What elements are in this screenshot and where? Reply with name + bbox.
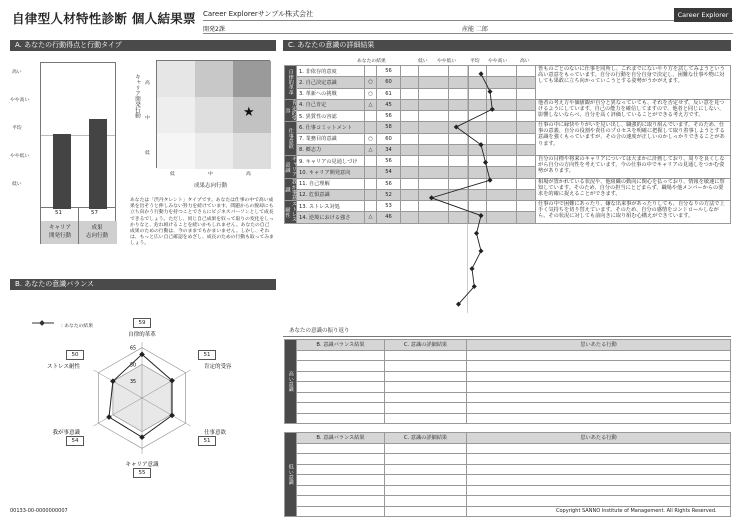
item-score: 56 <box>377 111 401 122</box>
radar-tick: 65 <box>130 346 137 352</box>
radar-score: 59 <box>133 318 151 328</box>
header-divider <box>203 20 733 21</box>
item-mark <box>365 111 377 122</box>
matrix-x-tick: 高 <box>246 172 251 177</box>
review-cell[interactable] <box>467 464 731 475</box>
category-label: キャリア意識 <box>284 156 297 178</box>
review-cell[interactable] <box>467 403 731 414</box>
item-score: 60 <box>377 77 401 88</box>
detail-row <box>285 122 731 133</box>
item-mark <box>365 201 377 212</box>
review-cell[interactable] <box>467 361 731 372</box>
radar-axis-label: ストレス耐性 <box>47 364 80 370</box>
bar-scale-label: 平均 <box>12 126 22 131</box>
item-mark <box>365 122 377 133</box>
review-row <box>285 443 731 454</box>
review-cell[interactable] <box>467 454 731 465</box>
review-cell[interactable] <box>467 496 731 507</box>
bar-value: 51 <box>55 210 62 216</box>
review-cell[interactable] <box>385 443 467 454</box>
detail-row <box>285 99 731 110</box>
category-label: 自律的革革 <box>285 66 297 100</box>
matrix-y-tick: 低 <box>145 151 150 156</box>
header-divider-2 <box>203 33 733 34</box>
item-mark <box>365 178 377 189</box>
scale-header: 平均 <box>470 59 480 64</box>
review-cell[interactable] <box>385 485 467 496</box>
radar-score: 55 <box>133 468 151 478</box>
detail-row <box>285 178 731 189</box>
item-mark <box>365 66 377 77</box>
review-cell[interactable] <box>297 371 385 382</box>
scale-header: 低い <box>418 59 428 64</box>
review-side-label: 高い意識 <box>285 340 297 424</box>
review-cell[interactable] <box>297 350 385 361</box>
item-score: 56 <box>377 156 401 167</box>
item-label: 9. キャリアの見通しづけ <box>297 156 365 167</box>
review-row <box>285 454 731 465</box>
item-label: 7. 業務目的意識 <box>297 133 365 144</box>
bar-scale-label: 高い <box>12 70 22 75</box>
review-cell[interactable] <box>385 475 467 486</box>
review-table <box>284 339 731 424</box>
category-comment: 仕事の中に縁快やりがいを見い出し、職強的に取り組んでいます。そのため、仕事の意義、自分の役割や責任のプロセスを明確に把握して取り着事しようとする意識を強くもっていますが、その合の速度が正しいのかしっかりできることがあります。 <box>536 122 731 156</box>
review-cell[interactable] <box>385 350 467 361</box>
review-cell[interactable] <box>297 413 385 424</box>
item-mark <box>365 167 377 178</box>
review-row <box>285 361 731 372</box>
radar-axis-label: 肯定的受容 <box>204 364 232 370</box>
legend-label: : あなたの結果 <box>61 324 94 329</box>
review-cell[interactable] <box>385 506 467 517</box>
review-cell[interactable] <box>385 392 467 403</box>
section-a-body <box>10 54 276 266</box>
radar-score: 51 <box>198 350 216 360</box>
item-label: 6. 仕事コミットメント <box>297 122 365 133</box>
category-comment: 相場が置かれている状況や、他組織の動向に関心を払っており、情報を敏速に察知しています。そのため、自分の担当にとどまらず、職場や他メンバーからの要求を的確に捉えることができます。 <box>536 178 731 201</box>
review-cell[interactable] <box>297 443 385 454</box>
item-mark: △ <box>365 212 377 223</box>
legend-line-icon <box>30 319 56 327</box>
matrix-y-label: キャリア開発行動 <box>134 74 140 118</box>
review-col-header: B. 意識バランス結果 <box>297 433 385 444</box>
radar-tick: 35 <box>130 380 137 386</box>
section-a-header: A. あなたの行動得点と行動タイプ <box>10 40 276 51</box>
bar-chart-frame <box>40 62 116 208</box>
review-col-header: 思いあたる行動 <box>467 433 731 444</box>
radar-score: 51 <box>198 436 216 446</box>
review-row <box>285 413 731 424</box>
copyright: Copyright SANNO Institute of Management. All Rights Reserved. <box>556 508 717 514</box>
bar-scale-label: 低い <box>12 182 22 187</box>
review-cell[interactable] <box>297 464 385 475</box>
item-score: 53 <box>377 201 401 212</box>
item-score: 54 <box>377 167 401 178</box>
item-score: 56 <box>377 66 401 77</box>
person-name: 産能 二郎 <box>462 26 488 33</box>
review-cell[interactable] <box>297 361 385 372</box>
review-cell[interactable] <box>297 506 385 517</box>
scale-header: 高い <box>520 59 530 64</box>
review-row <box>285 392 731 403</box>
review-cell[interactable] <box>385 361 467 372</box>
item-mark: ○ <box>365 77 377 88</box>
bar-label: キャリア 開発行動 <box>48 225 71 239</box>
category-comment: 他者の考え方や価値観が自分と異なっていても、それを否定せず、反い意を見つけるようにしています。自己の能力を確信してますので、他者と同じにしない、影響しないならべ、自分を高く評価していることができる考え方です。 <box>536 99 731 122</box>
item-label: 5. 異質性の容認 <box>297 111 365 122</box>
review-row <box>285 350 731 361</box>
company-name: Career Explorerサンプル株式会社 <box>203 10 314 18</box>
review-cell[interactable] <box>297 485 385 496</box>
matrix-x-label: 成果志向行動 <box>194 183 228 189</box>
scale-header: やや低い <box>437 59 457 64</box>
matrix-x-tick: 中 <box>208 172 213 177</box>
review-col-header: B. 意識バランス結果 <box>297 340 385 351</box>
review-row <box>285 496 731 507</box>
item-score: 61 <box>377 88 401 99</box>
category-label: 肯定的受容 <box>284 100 297 121</box>
item-score: 56 <box>377 178 401 189</box>
item-label: 8. 郷志力 <box>297 144 365 155</box>
report-title: 自律型人材特性診断 個人結果票 <box>12 11 196 26</box>
item-label: 3. 革新への挑戦 <box>297 88 365 99</box>
type-description: あなたは「渋丹タレント」タイプです。あなたは仕事の中で高い成果を出そうと伸しみない努力を続けています。問題からの脱却にも立ち向かう行動力を持つことでさらにビジネスパーソンとして成長できるでしょう。ただし、同じ自己成果を収って取りの変化をしっかりなと、危れ組けることを続いかもしれません。あなたの自己成果のための行動は、今のままでもかまいません。しかし、それは、もっと広い自己確認をめざし、成長のための行動も取ってみましょう。 <box>130 198 274 247</box>
detail-row <box>285 156 731 167</box>
item-score: 45 <box>377 99 401 110</box>
bar-scale-label: やや高い <box>10 98 30 103</box>
review-cell[interactable] <box>385 371 467 382</box>
review-cell[interactable] <box>467 443 731 454</box>
bar-career-development <box>53 134 71 209</box>
matrix-y-tick: 高 <box>145 81 150 86</box>
review-cell[interactable] <box>297 403 385 414</box>
bar-scale <box>10 62 36 208</box>
review-cell[interactable] <box>297 475 385 486</box>
item-mark: △ <box>365 144 377 155</box>
item-label: 4. 自己肯定 <box>297 99 365 110</box>
review-cell[interactable] <box>385 454 467 465</box>
col-yours-header: あなたの結果 <box>357 59 386 64</box>
type-matrix <box>156 60 270 168</box>
bar-value: 57 <box>91 210 98 216</box>
bar-result-oriented <box>89 119 107 209</box>
matrix-x-tick: 低 <box>170 172 175 177</box>
bar-divider <box>78 208 79 244</box>
radar-axis-label: 我が事意識 <box>52 430 80 436</box>
item-score: 34 <box>377 144 401 155</box>
review-col-header: 思いあたる行動 <box>467 340 731 351</box>
radar-axis-label: 仕事意欲 <box>204 430 227 436</box>
review-cell[interactable] <box>385 403 467 414</box>
category-comment: 皆ものごとのないに仕事を同所し、これまでにないやり方を試してみようという高い意意をもっています。自分の行動を自分自身で決定し、困難な仕事や物に対しても果敢に立ち向かっていこうとする姿勢がうかがえます。 <box>536 66 731 100</box>
item-label: 14. 逆境における強さ <box>297 212 365 223</box>
item-mark: △ <box>365 99 377 110</box>
review-row <box>285 371 731 382</box>
review-cell[interactable] <box>467 485 731 496</box>
review-row <box>285 382 731 393</box>
bar-values <box>40 208 116 244</box>
radar-score: 50 <box>66 350 84 360</box>
review-row <box>285 464 731 475</box>
category-comment: 自分の目標や将来のキャリアについては大まかに計画しており、周りを良くしながら自分の方向性を考えています。今の仕事の中でキャリアの見通しをつかむ姿勢があります。 <box>536 156 731 179</box>
review-tables <box>284 339 730 517</box>
review-title: あなたの意識の振り返り <box>289 328 350 334</box>
review-cell[interactable] <box>297 496 385 507</box>
item-mark <box>365 156 377 167</box>
item-mark: ○ <box>365 133 377 144</box>
scale-header: やや高い <box>488 59 508 64</box>
radar-score: 54 <box>66 436 84 446</box>
review-col-header: C. 意識の詳細結果 <box>385 340 467 351</box>
item-score: 52 <box>377 189 401 200</box>
detail-table <box>284 65 730 313</box>
review-side-label: 低い意識 <box>285 433 297 517</box>
item-label: 12. 危惧意識 <box>297 189 365 200</box>
review-row <box>285 475 731 486</box>
category-label: 我が事意識 <box>284 178 297 200</box>
detail-row <box>285 66 731 77</box>
review-divider <box>283 336 731 337</box>
review-row <box>285 485 731 496</box>
item-label: 1. 非依存的意度 <box>297 66 365 77</box>
review-table <box>284 432 731 517</box>
document-code: 00133-00-0000000007 <box>10 508 68 514</box>
review-cell[interactable] <box>467 392 731 403</box>
item-mark: ○ <box>365 88 377 99</box>
review-cell[interactable] <box>297 392 385 403</box>
review-cell[interactable] <box>297 382 385 393</box>
item-mark <box>365 189 377 200</box>
category-label: ストレス耐性 <box>284 201 297 223</box>
item-label: 11. 自己理解 <box>297 178 365 189</box>
review-cell[interactable] <box>385 496 467 507</box>
section-b-header: B. あなたの意識バランス <box>10 279 276 290</box>
review-cell[interactable] <box>385 413 467 424</box>
matrix-y-tick: 中 <box>145 116 150 121</box>
item-label: 2. 自己決定意識 <box>297 77 365 88</box>
star-marker-icon: ★ <box>243 105 255 120</box>
review-cell[interactable] <box>467 350 731 361</box>
radar-axis-label: キャリア意識 <box>125 462 159 468</box>
review-cell[interactable] <box>297 454 385 465</box>
bar-scale-label: やや低い <box>10 154 30 159</box>
bar-label: 成果 志向行動 <box>85 225 108 239</box>
radar-axis-label: 自律的革革 <box>128 332 156 338</box>
department-name: 開発2課 <box>203 26 225 33</box>
review-cell[interactable] <box>385 382 467 393</box>
item-score: 60 <box>377 133 401 144</box>
review-cell[interactable] <box>467 382 731 393</box>
category-comment: 仕事の中で困難にあったり、嫌な出来事があったりしても、自分なりの方法で上手く気持ちを切り替えています。そのため、自分の感情をコントロールしながら、その状況に対しても前向きに取り組む心構えができています。 <box>536 201 731 224</box>
radar-point <box>106 414 112 420</box>
section-c-header: C. あなたの意識の詳細結果 <box>283 40 731 51</box>
item-score: 46 <box>377 212 401 223</box>
review-cell[interactable] <box>467 371 731 382</box>
review-cell[interactable] <box>467 475 731 486</box>
item-label: 13. ストレス対処 <box>297 201 365 212</box>
radar-tick: 50 <box>130 363 137 369</box>
review-row <box>285 403 731 414</box>
review-cell[interactable] <box>467 413 731 424</box>
brand-logo: Career Explorer <box>674 8 732 22</box>
item-label: 10. キャリア開発意向 <box>297 167 365 178</box>
detail-row <box>285 201 731 212</box>
category-label: 仕事意欲 <box>285 122 297 156</box>
review-cell[interactable] <box>385 464 467 475</box>
review-col-header: C. 意識の詳細結果 <box>385 433 467 444</box>
item-score: 58 <box>377 122 401 133</box>
